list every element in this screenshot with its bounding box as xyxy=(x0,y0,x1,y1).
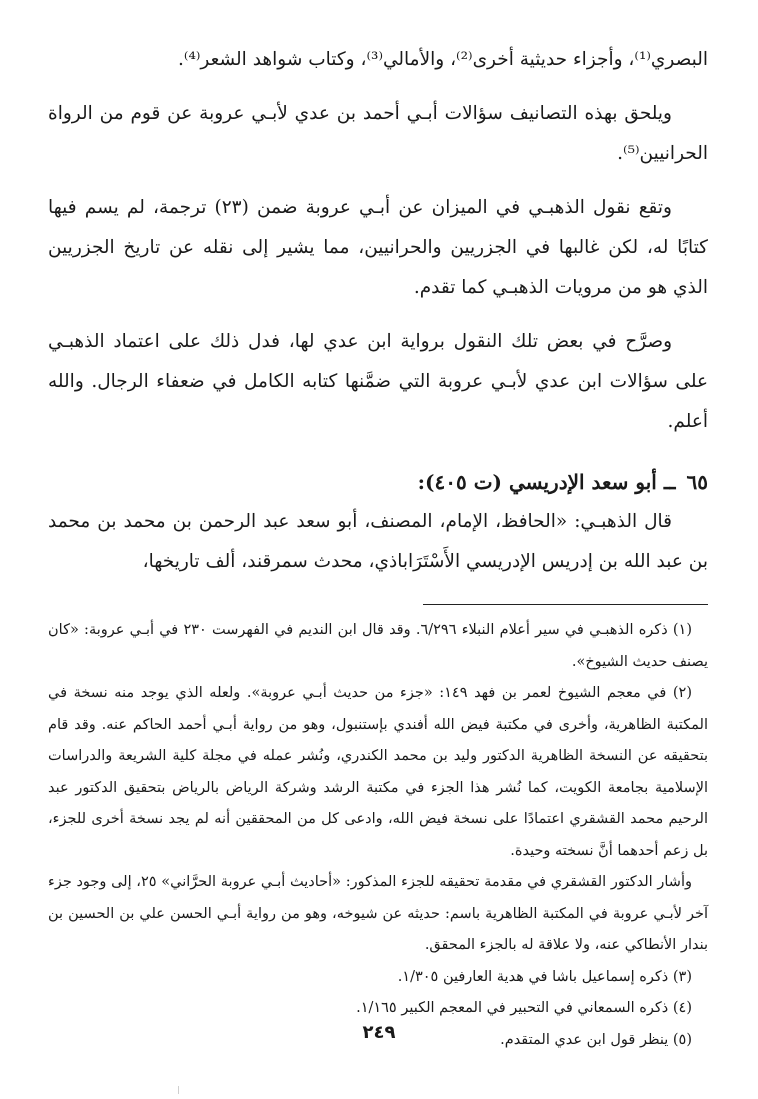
footnote-separator xyxy=(423,604,708,605)
paragraph-4: وصرَّح في بعض تلك النقول برواية ابن عدي لها، فدل ذلك على اعتماد الذهبـي على سؤالات ابن عدي لأبـي عروبة التي ضمَّنها كتابه الكامل في ضعفاء الرجال. والله أعلم. xyxy=(48,331,708,432)
scan-mark xyxy=(178,1086,179,1094)
section-heading xyxy=(48,462,708,502)
paragraph-2: ويلحق بهذه التصانيف سؤالات أبـي أحمد بن عدي لأبـي عروبة عن قوم من الرواة الحرانيين⁽⁵⁾. xyxy=(48,103,708,164)
footnote-2: (٢) في معجم الشيوخ لعمر بن فهد ١٤٩: «جزء من حديث أبـي عروبة». ولعله الذي يوجد منه نسخة في المكتبة الظاهرية، وأخرى في مكتبة فيض الله أفندي بإستنبول، وهو من رواية أبـي أحمد الحاكم عنه. وقد قام بتحقيقه عن النسخة الظاهرية الدكتور وليد بن محمد الكندري، ونُشر عمله في مجلة كلية الشريعة والدراسات الإسلامية بجامعة الكويت، كما نُشر هذا الجزء في مكتبة الرشد وشركة الرياض بالرياض بتحقيق الدكتور عبد الرحيم محمد القشقري اعتمادًا على نسخة فيض الله، وادعى كل من المحققين أنه لم يجد نسخة أخرى للجزء، بل زعم أحدهما أنَّ نسخته وحيدة. xyxy=(48,685,708,859)
paragraph-1: البصري⁽¹⁾، وأجزاء حديثية أخرى⁽²⁾، والأمالي⁽³⁾، وكتاب شواهد الشعر⁽⁴⁾. xyxy=(178,49,708,70)
footnotes xyxy=(48,615,708,1056)
section-title: ــ أبو سعد الإدريسي (ت ٤٠٥): xyxy=(417,470,676,494)
page-number: ٢٤٩ xyxy=(362,1022,396,1043)
footnote-3: (٣) ذكره إسماعيل باشا في هدية العارفين ١/٣٠٥. xyxy=(397,968,692,985)
book-page xyxy=(48,40,708,1056)
footnote-2-continued: وأشار الدكتور القشقري في مقدمة تحقيقه للجزء المذكور: «أحاديث أبـي عروبة الحرَّاني» ٢٥، إلى وجود جزء آخر لأبـي عروبة في المكتبة الظاهرية باسم: حديثه عن شيوخه، وهو من رواية أبـي الحسن علي بن الحسين بن بندار الأنطاكي عنه، ولا علاقة له بالجزء المحقق. xyxy=(48,874,708,953)
paragraph-3: وتقع نقول الذهبـي في الميزان عن أبـي عروبة ضمن (٢٣) ترجمة، لم يسم فيها كتابًا له، لكن غالبها في الجزريين والحرانيين، مما يشير إلى نقله عن تاريخ الجزريين الذي هو من مرويات الذهبـي كما تقدم. xyxy=(48,197,708,298)
footnote-1: (١) ذكره الذهبـي في سير أعلام النبلاء ٦/٢٩٦. وقد قال ابن النديم في الفهرست ٢٣٠ في أبـي عروبة: «كان يصنف حديث الشيوخ». xyxy=(48,622,708,670)
footnote-5: (٥) ينظر قول ابن عدي المتقدم. xyxy=(500,1031,692,1048)
section-number: ٦٥ xyxy=(686,470,708,494)
section-paragraph-1: قال الذهبـي: «الحافظ، الإمام، المصنف، أبو سعد عبد الرحمن بن محمد بن محمد بن عبد الله بن إدريس الإدريسي الأَسْتَرَاباذي، محدث سمرقند، ألف تاريخها، xyxy=(48,511,708,572)
main-text xyxy=(48,40,708,582)
footnote-4: (٤) ذكره السمعاني في التحبير في المعجم الكبير ١/١٦٥. xyxy=(356,1000,692,1016)
